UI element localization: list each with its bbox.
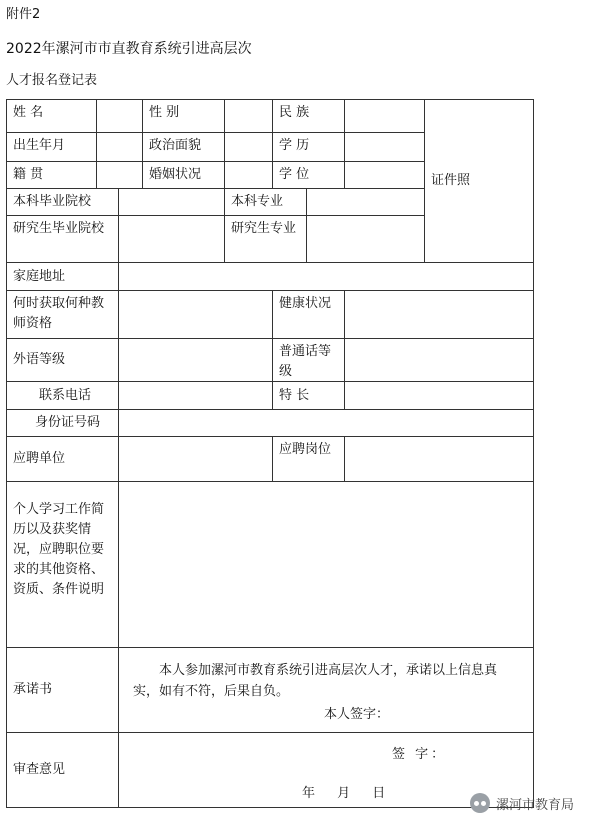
- name-value[interactable]: [96, 99, 143, 133]
- health-value[interactable]: [344, 290, 534, 339]
- education-label: 学 历: [272, 132, 345, 162]
- address-value[interactable]: [118, 262, 534, 291]
- native-value[interactable]: [96, 161, 143, 189]
- unit-value[interactable]: [118, 436, 273, 482]
- native-label: 籍 贯: [6, 161, 97, 189]
- degree-label: 学 位: [272, 161, 345, 189]
- undergrad-major-label: 本科专业: [224, 188, 307, 216]
- phone-label: 联系电话: [6, 381, 119, 410]
- photo-cell[interactable]: [424, 99, 534, 263]
- mandarin-label: 普通话等级: [272, 338, 345, 382]
- grad-school-label: 研究生毕业院校: [6, 215, 119, 263]
- phone-value[interactable]: [118, 381, 273, 410]
- post-label: 应聘岗位: [272, 436, 345, 482]
- photo-label: 证件照: [431, 173, 471, 188]
- form-title-line2: 人才报名登记表: [6, 73, 98, 88]
- watermark: [470, 793, 574, 813]
- foreign-lang-label: 外语等级: [6, 338, 119, 382]
- promise-label: 承诺书: [6, 647, 119, 733]
- undergrad-major-value[interactable]: [306, 188, 425, 216]
- birth-value[interactable]: [96, 132, 143, 162]
- health-label: 健康状况: [272, 290, 345, 339]
- education-value[interactable]: [344, 132, 425, 162]
- name-label: 姓 名: [6, 99, 97, 133]
- teacher-cert-value[interactable]: [118, 290, 273, 339]
- specialty-label: 特 长: [272, 381, 345, 410]
- wechat-icon: [470, 793, 490, 813]
- post-value[interactable]: [344, 436, 534, 482]
- attachment-label: 附件2: [6, 7, 41, 22]
- grad-major-label: 研究生专业: [224, 215, 307, 263]
- review-label: 审查意见: [6, 732, 119, 808]
- marital-value[interactable]: [224, 161, 273, 189]
- specialty-value[interactable]: [344, 381, 534, 410]
- degree-value[interactable]: [344, 161, 425, 189]
- political-value[interactable]: [224, 132, 273, 162]
- unit-label: 应聘单位: [6, 436, 119, 482]
- teacher-cert-label: 何时获取何种教师资格: [6, 290, 119, 339]
- form-title-line1: 2022年漯河市市直教育系统引进高层次: [6, 41, 252, 57]
- id-value[interactable]: [118, 409, 534, 437]
- grad-school-value[interactable]: [118, 215, 225, 263]
- address-label: 家庭地址: [6, 262, 119, 291]
- political-label: 政治面貌: [142, 132, 225, 162]
- mandarin-value[interactable]: [344, 338, 534, 382]
- gender-value[interactable]: [224, 99, 273, 133]
- grad-major-value[interactable]: [306, 215, 425, 263]
- id-label: 身份证号码: [6, 409, 119, 437]
- ethnicity-label: 民 族: [272, 99, 345, 133]
- birth-label: 出生年月: [6, 132, 97, 162]
- review-date-label: 年 月 日: [302, 786, 386, 801]
- marital-label: 婚姻状况: [142, 161, 225, 189]
- undergrad-school-label: 本科毕业院校: [6, 188, 119, 216]
- resume-label: 个人学习工作简历以及获奖情况，应聘职位要求的其他资格、资质、条件说明: [6, 481, 119, 648]
- resume-value[interactable]: [118, 481, 534, 648]
- gender-label: 性 别: [142, 99, 225, 133]
- review-signature-label: 签 字：: [392, 747, 448, 762]
- ethnicity-value[interactable]: [344, 99, 425, 133]
- promise-text: 本人参加漯河市教育系统引进高层次人才，承诺以上信息真实，如有不符，后果自负。: [133, 663, 498, 699]
- promise-signature-label: 本人签字：: [324, 707, 390, 722]
- foreign-lang-value[interactable]: [118, 338, 273, 382]
- watermark-text: 漯河市教育局: [496, 797, 575, 813]
- undergrad-school-value[interactable]: [118, 188, 225, 216]
